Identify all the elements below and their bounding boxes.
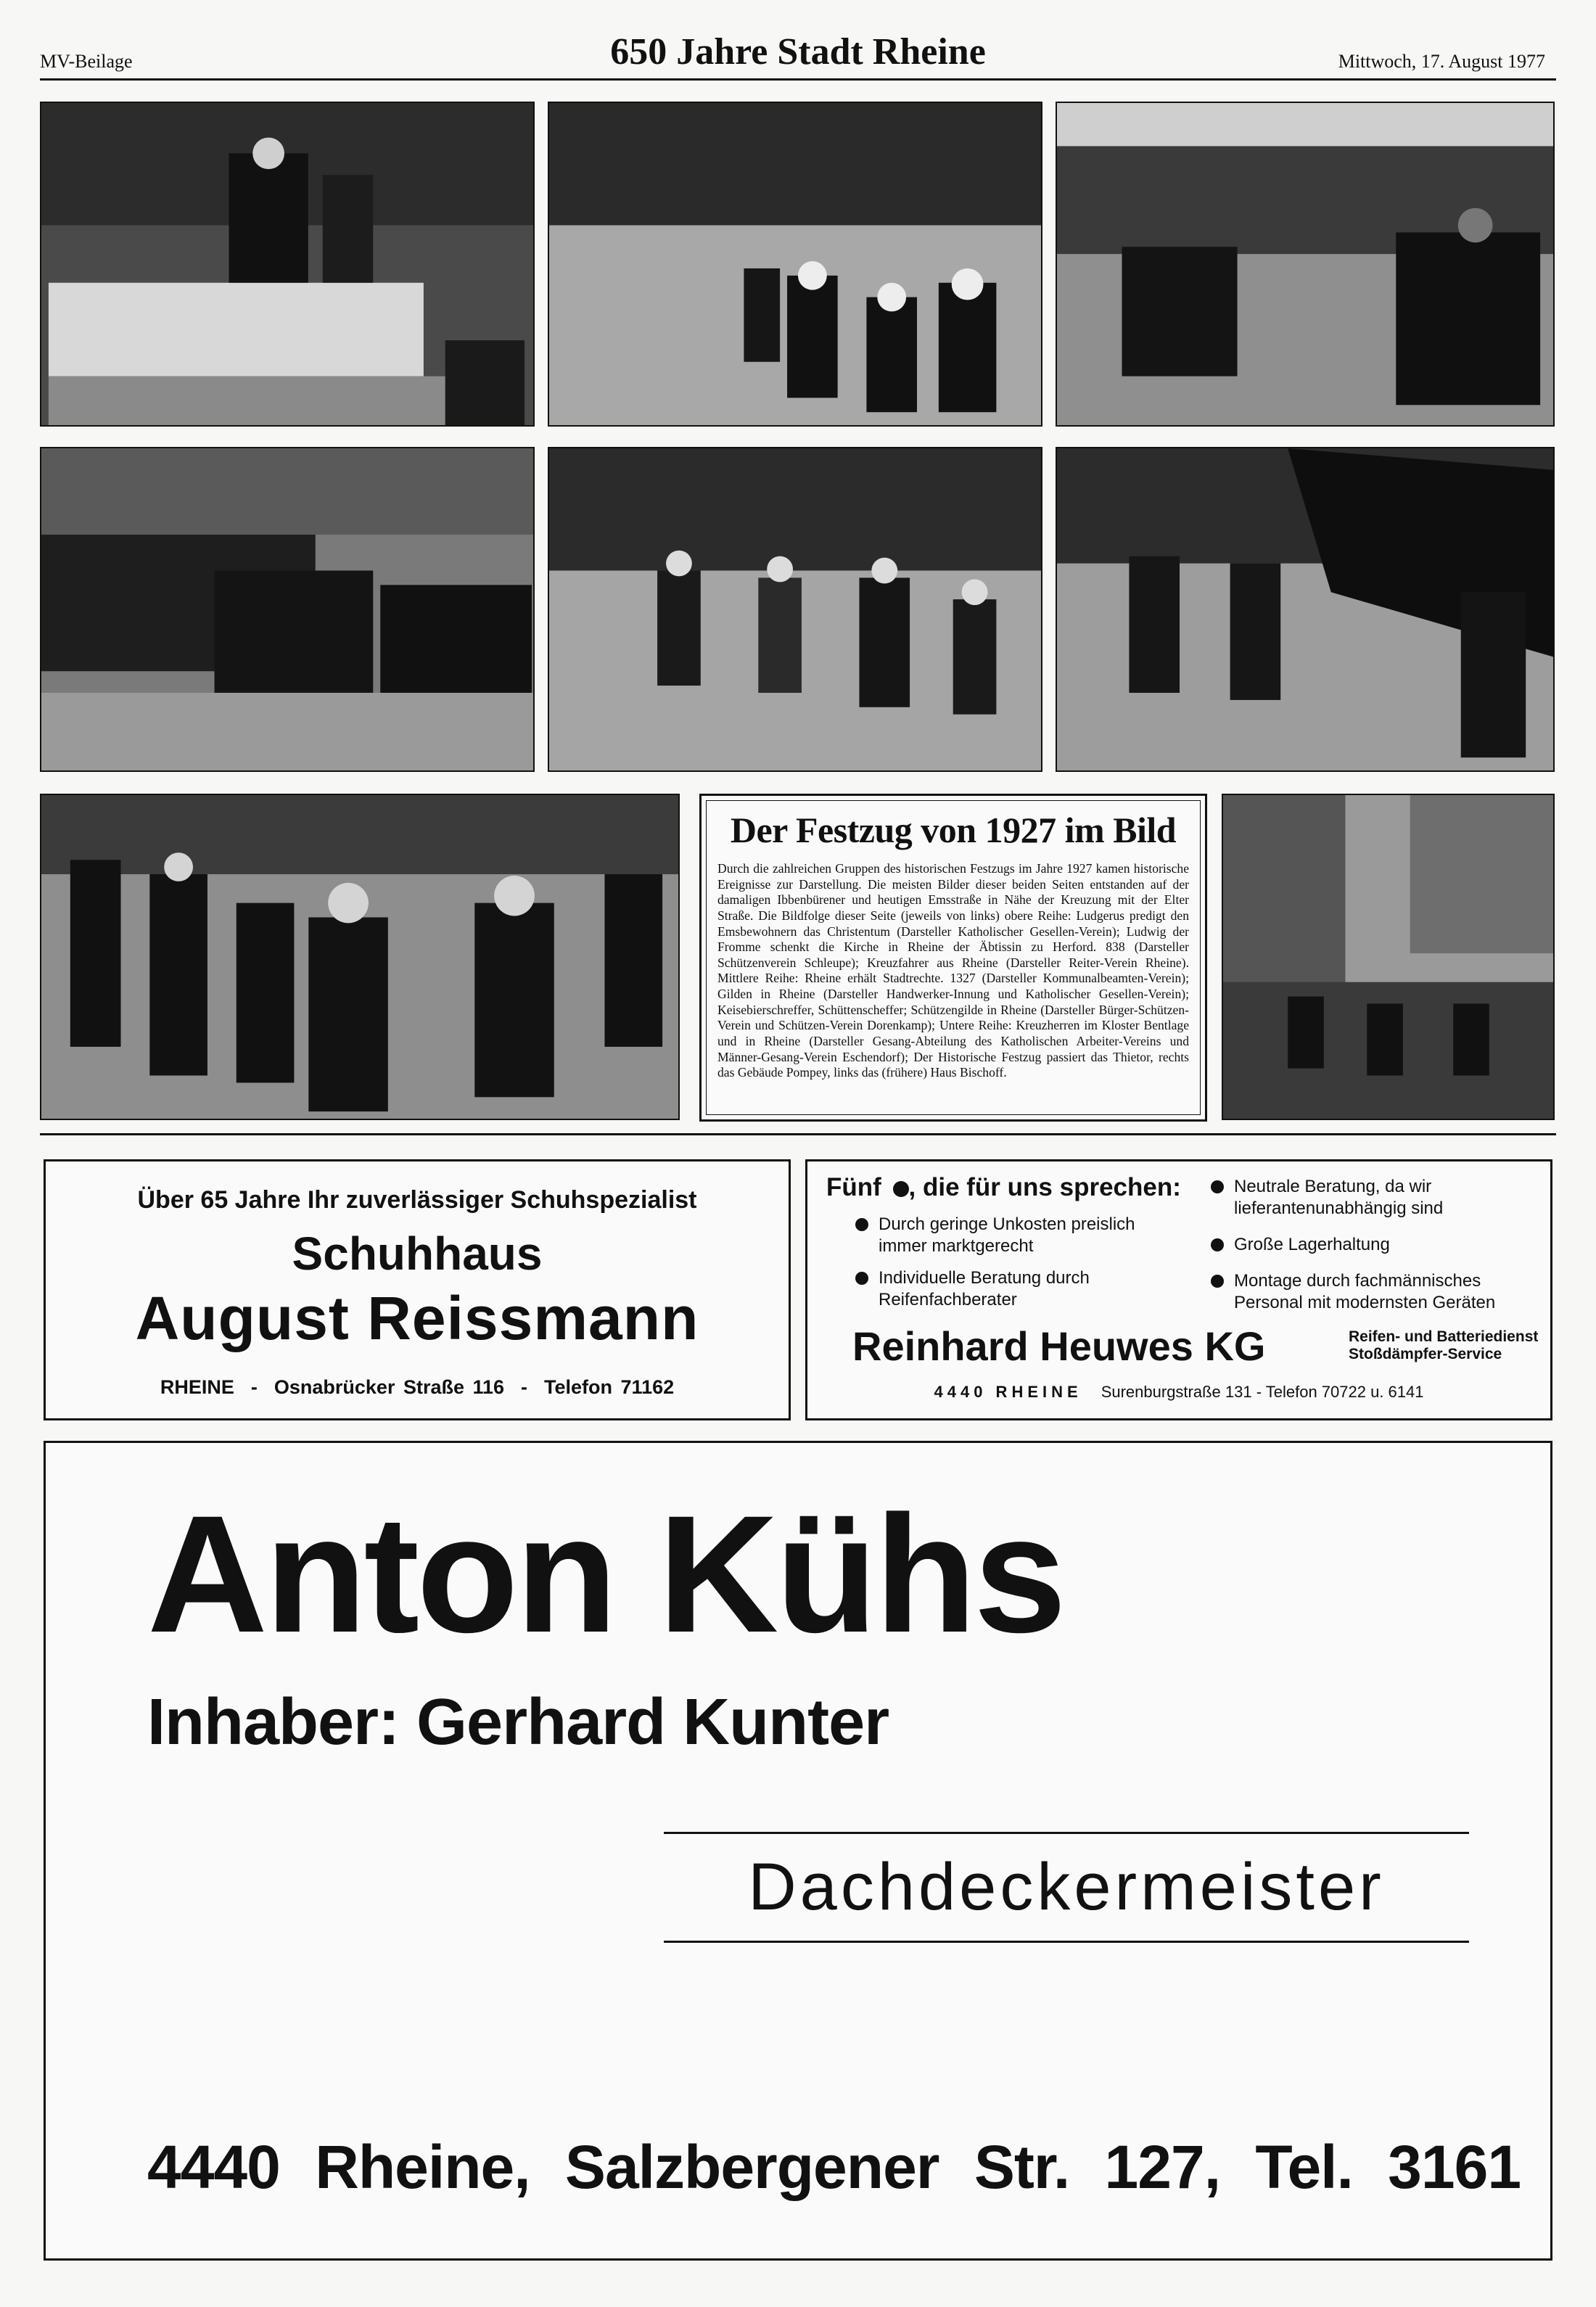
ad-shop-type: Schuhhaus bbox=[292, 1227, 543, 1280]
caption-text: Durch die zahlreichen Gruppen des historischen Festzugs im Jahre 1927 kamen historische Ereignisse zur Darstellung. Die meisten Bilder dieser beiden Seiten entstanden auf der damaligen Ibbenbürener und heutigen Emsstraße in Nähe der Kreuzung mit der Elter Straße. Die Bildfolge dieser Seite (jeweils von links) obere Reihe: Ludgerus predigt den Emsbewohnern das Christentum (Darsteller Katholischer Gesellen-Verein); Ludwig der Fromme schenkt die Kirche in Rheine der Äbtissin zu Herford. 838 (Darsteller Schützenverein Schleupe); Kreuzfahrer aus Rheine (Darsteller Reiter-Verein Rheine). Mittlere Reihe: Rheine erhält Stadtrechte. 1327 (Darsteller Kommunalbeamten-Verein); Gilden in Rheine (Darsteller Handwerker-Innung und Katholischer Gesellen-Verein); Keisebierschreffer, Schüttenscheffer; Schützengilde in Rheine (Darsteller Bürger-Schützen-Verein und Schützen-Verein Dorenkamp); Untere Reihe: Kreuzherren im Kloster Bentlage und in Rheine (Darsteller Gesang-Abteilung des Katholischen Arbeiter-Vereins und Männer-Gesang-Verein Eschendorf); Der Historische Festzug passiert das Thietor, rechts das Gebäude Pompey, links das (frühere) Haus Bischoff. bbox=[717, 861, 1189, 1080]
issue-date: Mittwoch, 17. August 1977 bbox=[1338, 51, 1545, 72]
section-rule bbox=[40, 1133, 1556, 1135]
photo-crosiers-procession bbox=[40, 794, 680, 1120]
ad-company-name: Reinhard Heuwes KG bbox=[852, 1323, 1266, 1369]
address-street: Surenburgstraße 131 - Telefon 70722 u. 6141 bbox=[1101, 1383, 1424, 1401]
ad-address: RHEINE - Osnabrücker Straße 116 - Telefon 71162 bbox=[160, 1376, 675, 1398]
ad-schuhhaus-reissmann bbox=[44, 1159, 791, 1420]
bullet-dot-icon bbox=[855, 1218, 868, 1231]
address-city: 4440 RHEINE bbox=[934, 1383, 1082, 1401]
feature-item bbox=[1211, 1234, 1537, 1256]
ad-anton-kuehs bbox=[44, 1441, 1552, 2261]
headline-post: , die für uns sprechen: bbox=[908, 1173, 1181, 1201]
ad-owner: Inhaber: Gerhard Kunter bbox=[147, 1686, 889, 1759]
trade-rule-top bbox=[664, 1832, 1469, 1834]
ad-tagline: Über 65 Jahre Ihr zuverlässiger Schuhspezialist bbox=[137, 1186, 697, 1214]
feature-item bbox=[855, 1267, 1175, 1311]
feature-text: Montage durch fachmännisches Personal mit modernsten Geräten bbox=[1234, 1271, 1496, 1312]
photo-thietor-gate bbox=[1222, 794, 1555, 1120]
photo-shooting-guild bbox=[1056, 447, 1555, 772]
ad-reinhard-heuwes bbox=[805, 1159, 1552, 1420]
feature-text: Durch geringe Unkosten preislich immer marktgerecht bbox=[879, 1214, 1135, 1256]
bullet-dot-icon bbox=[1211, 1180, 1224, 1193]
caption-box bbox=[699, 794, 1207, 1122]
photo-nuns-procession bbox=[548, 102, 1042, 427]
page-title: 650 Jahre Stadt Rheine bbox=[610, 31, 986, 73]
feature-text: Individuelle Beratung durch Reifenfachberater bbox=[879, 1268, 1090, 1309]
ad-company-name: Anton Kühs bbox=[147, 1481, 1064, 1667]
headline-pre: Fünf bbox=[826, 1173, 881, 1201]
trade-rule-bottom bbox=[664, 1941, 1469, 1943]
bullet-dot-icon bbox=[893, 1181, 909, 1197]
bullet-dot-icon bbox=[1211, 1238, 1224, 1251]
ad-service-lines bbox=[1349, 1328, 1538, 1363]
ad-address bbox=[807, 1383, 1550, 1402]
photo-crusaders-horseback bbox=[1056, 102, 1555, 427]
bullet-dot-icon bbox=[1211, 1275, 1224, 1288]
ad-headline bbox=[826, 1173, 1181, 1202]
header-rule bbox=[40, 78, 1556, 81]
photo-guilds-procession bbox=[548, 447, 1042, 772]
ad-shop-name: August Reissmann bbox=[135, 1284, 699, 1352]
ad-address: 4440 Rheine, Salzbergener Str. 127, Tel. 3161 bbox=[147, 2133, 1521, 2201]
photo-ludgerus-float bbox=[40, 102, 535, 427]
photo-city-charter-wagon bbox=[40, 447, 535, 772]
feature-text: Große Lagerhaltung bbox=[1234, 1235, 1390, 1254]
service-line: Reifen- und Batteriedienst bbox=[1349, 1328, 1539, 1345]
ad-trade: Dachdeckermeister bbox=[748, 1850, 1385, 1924]
feature-item bbox=[1211, 1176, 1537, 1220]
feature-text: Neutrale Beratung, da wir lieferantenunabhängig sind bbox=[1234, 1177, 1444, 1218]
bullet-dot-icon bbox=[855, 1272, 868, 1285]
feature-item bbox=[1211, 1270, 1537, 1314]
caption-headline: Der Festzug von 1927 im Bild bbox=[730, 810, 1177, 850]
service-line: Stoßdämpfer-Service bbox=[1349, 1346, 1502, 1363]
supplement-label: MV-Beilage bbox=[40, 51, 133, 72]
feature-item bbox=[855, 1214, 1175, 1257]
